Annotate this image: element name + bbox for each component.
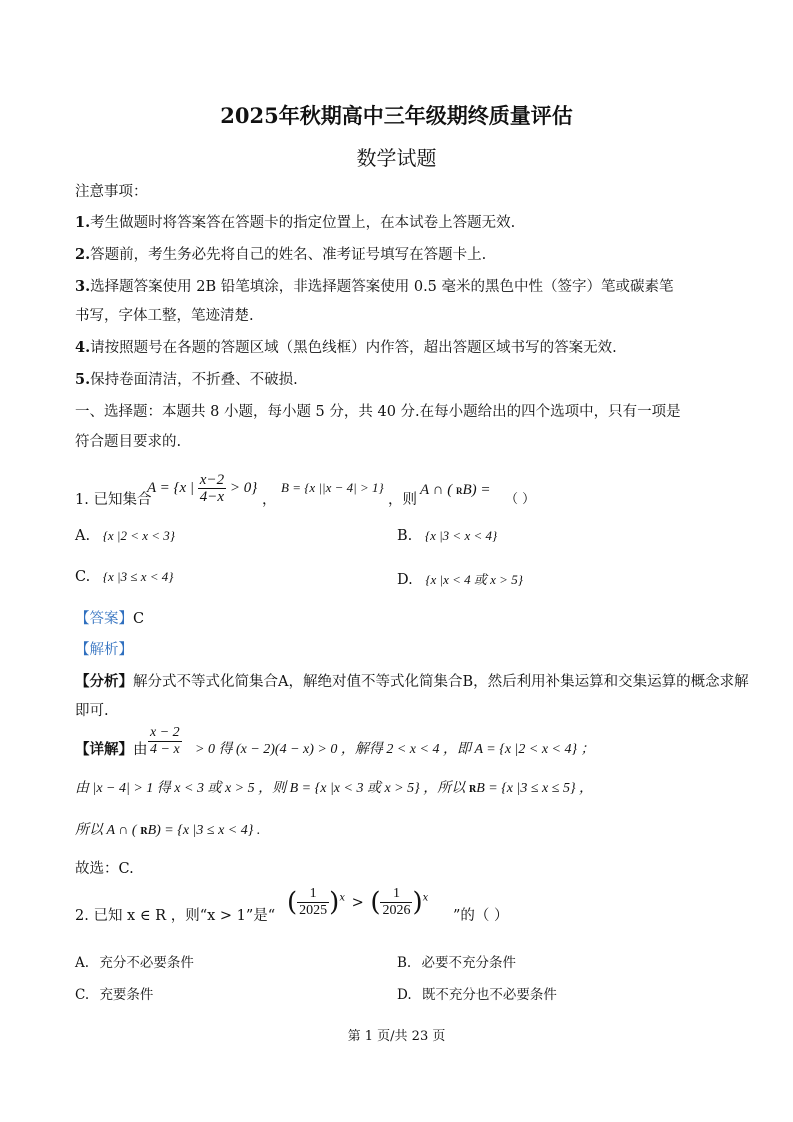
q2-expression: [287, 886, 428, 919]
detail-text: 所以 A ∩ (: [75, 823, 141, 838]
paren-right: ): [329, 887, 340, 918]
note-number: 4.: [75, 339, 91, 356]
paren-left: (: [370, 887, 381, 918]
complement-r: R: [140, 827, 148, 837]
fraction-numerator: 1: [380, 886, 412, 903]
option-label: D.: [397, 987, 412, 1003]
option-label: C.: [75, 569, 91, 585]
q1-option-c: [75, 569, 173, 585]
option-text: {x |3 < x < 4}: [424, 528, 498, 543]
option-text: {x |3 ≤ x < 4}: [102, 569, 174, 584]
detail-fraction: [148, 725, 182, 758]
section-heading-line2: 符合题目要求的.: [75, 434, 182, 450]
q1-answer: [75, 607, 144, 628]
answer-value: C: [133, 611, 145, 627]
q2-suffix: ”的（ ）: [453, 908, 509, 924]
q2-fraction-1: [297, 886, 329, 919]
note-item: [75, 336, 617, 357]
note-item: [75, 304, 254, 325]
q1-expr-part: A ∩ (: [420, 482, 456, 498]
fraction-denominator: 2025: [299, 903, 328, 918]
q1-fenxi: [75, 670, 749, 691]
detail-tag: 【详解】: [75, 741, 133, 758]
note-item: [75, 211, 515, 232]
paren-left: (: [287, 887, 298, 918]
q1-detail-line2: [75, 777, 593, 797]
fenxi-tag: 【分析】: [75, 673, 133, 690]
notes-heading: 注意事项：: [75, 184, 148, 200]
q1-set-a-lhs: A = {x |: [147, 479, 195, 496]
detail-text: > 0 得 (x − 2)(4 − x) > 0 ，解得 2 < x < 4 ，即 A = {x |2 < x < 4} ；: [195, 742, 595, 757]
note-item: [75, 243, 486, 264]
fenxi-text: 解分式不等式化简集合A，解绝对值不等式化简集合B，然后利用补集运算和交集运算的概念求解: [133, 674, 749, 690]
q1-prefix: 1. 已知集合: [75, 492, 152, 508]
answer-tag: 【答案】: [75, 611, 133, 627]
q1-blank: （ ）: [505, 492, 536, 507]
fraction-numerator: x − 2: [150, 725, 180, 740]
paren-right: ): [412, 887, 423, 918]
note-number: 5.: [75, 371, 91, 388]
greater-than: >: [351, 894, 364, 911]
q1-set-a: [147, 472, 257, 505]
q1-conclusion: 故选：C.: [75, 861, 134, 877]
q1-set-a-rhs: > 0}: [229, 479, 258, 496]
note-number: 3.: [75, 278, 91, 295]
note-item: [75, 368, 298, 389]
q2-prefix: 2. 已知 x ∈ R ，则“x > 1”是“: [75, 908, 276, 924]
option-text: 充分不必要条件: [99, 955, 194, 971]
detail-text: 由 |x − 4| > 1 得 x < 3 或 x > 5 ，则 B = {x |x < 3 或 x > 5} ，所以: [75, 781, 469, 796]
page-number: 第 1 页/共 23 页: [347, 1029, 446, 1044]
q1-option-d: [397, 569, 523, 588]
q1-expr-part: B) =: [462, 482, 491, 498]
note-text: 选择题答案使用 2B 铅笔填涂，非选择题答案使用 0.5 毫米的黑色中性（签字）笔或碳素笔: [90, 279, 674, 295]
section-heading-line1: 一、选择题：本题共 8 小题，每小题 5 分，共 40 分.在每小题给出的四个选项中，只有一项是: [75, 404, 681, 420]
exponent: x: [422, 892, 429, 904]
note-text: 请按照题号在各题的答题区域（黑色线框）内作答，超出答题区域书写的答案无效.: [90, 340, 617, 356]
q2-option-c: [75, 983, 153, 1003]
q1-fenxi-cont: 即可.: [75, 703, 109, 719]
option-label: A.: [75, 955, 90, 971]
q2-option-b: [397, 951, 516, 971]
exponent: x: [339, 892, 345, 904]
note-text: 保持卷面清洁，不折叠、不破损.: [90, 372, 298, 388]
page-title: 2025年秋期高中三年级期终质量评估: [220, 103, 573, 128]
q1-option-b: [397, 528, 497, 544]
note-text: 考生做题时将答案答在答题卡的指定位置上，在本试卷上答题无效.: [90, 215, 516, 231]
q1-comma: ，: [262, 492, 277, 508]
fraction-numerator: x−2: [199, 472, 225, 488]
q2-fraction-2: [380, 886, 412, 919]
complement-r: R: [468, 785, 477, 795]
note-text: 答题前，考生务必先将自己的姓名、准考证号填写在答题卡上.: [90, 247, 487, 263]
detail-text: 由: [133, 742, 148, 758]
option-text: {x |2 < x < 3}: [102, 528, 176, 543]
q1-option-a: [75, 528, 175, 544]
fraction-denominator: 4 − x: [150, 742, 180, 757]
option-text: 充要条件: [99, 987, 154, 1003]
note-item: [75, 275, 674, 296]
option-label: A.: [75, 528, 91, 544]
fraction-denominator: 2026: [382, 903, 411, 918]
option-label: C.: [75, 987, 90, 1003]
q1-detail-line3: [75, 819, 260, 839]
note-number: 2.: [75, 246, 91, 263]
detail-text: B) = {x |3 ≤ x < 4} .: [147, 823, 261, 838]
option-label: D.: [397, 572, 413, 588]
q1-complement-r: R: [455, 486, 463, 496]
option-text: 既不充分也不必要条件: [421, 987, 557, 1003]
fraction-denominator: 4−x: [199, 489, 225, 505]
option-text: {x |x < 4 或 x > 5}: [425, 572, 523, 587]
detail-text: B = {x |3 ≤ x ≤ 5} ，: [476, 781, 594, 796]
page-subtitle: 数学试题: [356, 146, 437, 170]
note-text: 书写，字体工整，笔迹清楚.: [75, 308, 254, 324]
q2-option-a: [75, 951, 194, 971]
analysis-tag: 【解析】: [75, 642, 133, 658]
q1-expression: [420, 482, 491, 499]
q1-set-b: B = {x ||x − 4| > 1}: [281, 480, 384, 495]
q1-analysis-tag: [75, 638, 133, 659]
q1-set-a-fraction: [198, 472, 226, 505]
note-number: 1.: [75, 214, 91, 231]
option-label: B.: [397, 528, 413, 544]
q1-then: ，则: [388, 492, 417, 508]
fraction-numerator: 1: [297, 886, 329, 903]
option-label: B.: [397, 955, 412, 971]
option-text: 必要不充分条件: [421, 955, 517, 971]
q2-option-d: [397, 983, 557, 1003]
